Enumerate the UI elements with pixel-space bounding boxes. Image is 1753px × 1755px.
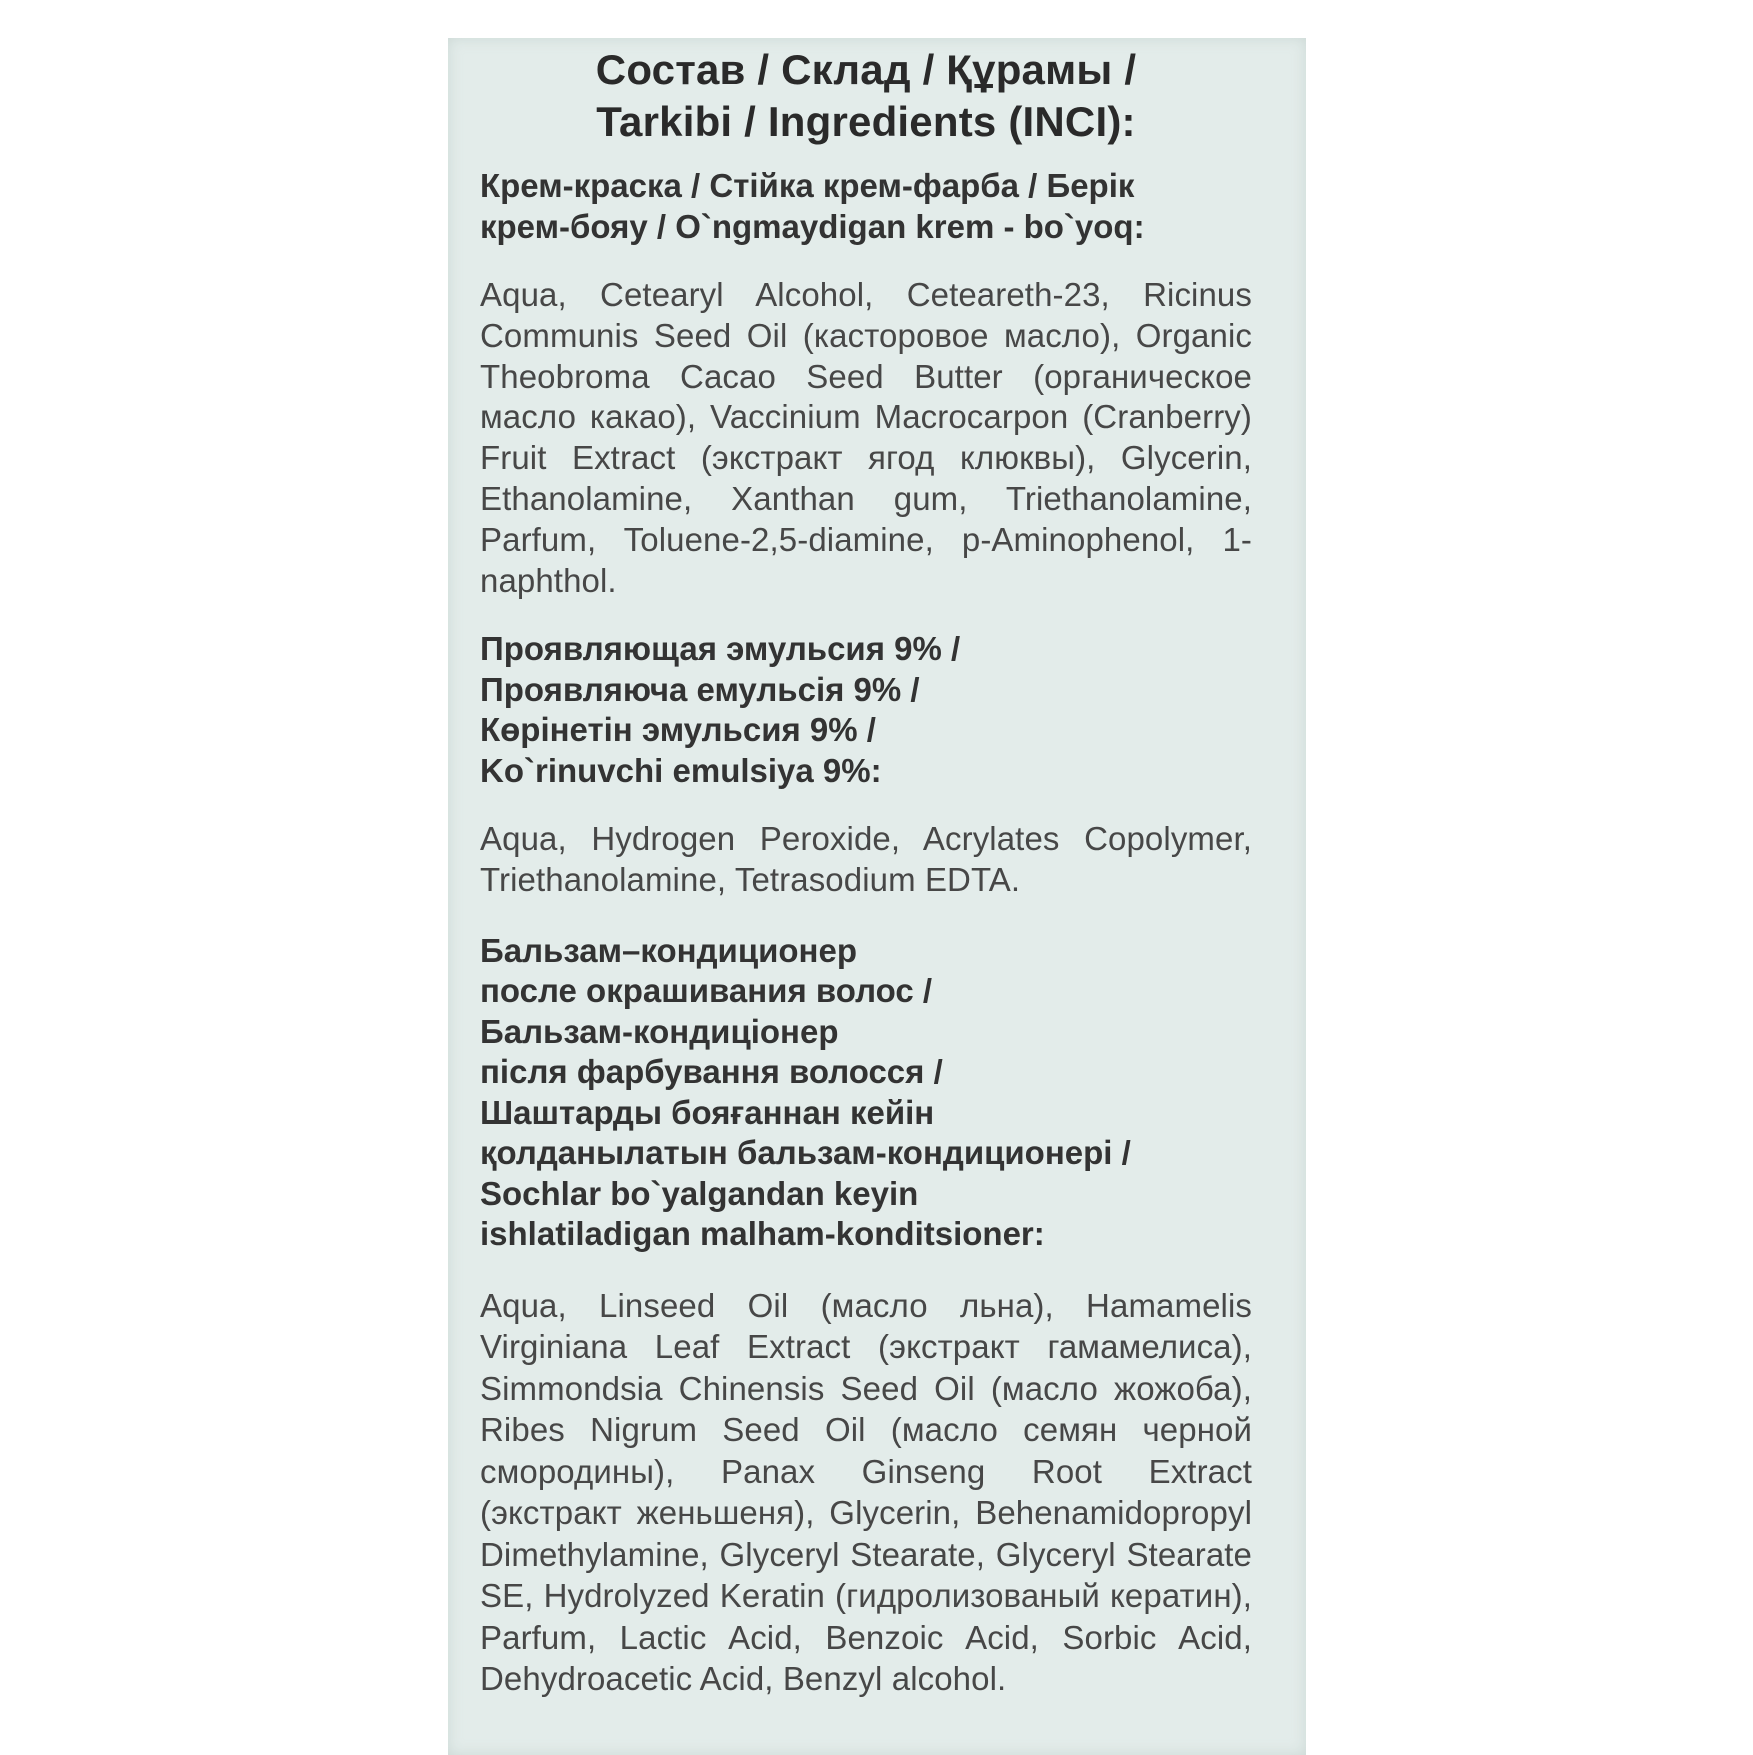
conditioner-balm-heading: Бальзам–кондиционер после окрашивания волос / Бальзам-кондиціонер після фарбування волосся / Шаштарды бояғаннан кейін қолданылатын бальзам-кондиционері / Sochlar bo`yalgandan keyin ishlatiladigan malham-konditsioner:: [480, 931, 1131, 1253]
ingredients-label-panel: [448, 38, 1306, 1755]
ingredients-content: [480, 44, 1252, 1700]
cream-color-heading: Крем-краска / Стійка крем-фарба / Берік крем-бояу / O`ngmaydigan krem - bo`yoq:: [480, 167, 1145, 245]
ingredients-title: Состав / Склад / Құрамы / Tarkibi / Ingredients (INCI):: [595, 46, 1137, 145]
developer-emulsion-heading: Проявляющая эмульсия 9% / Проявляюча емульсія 9% / Көрінетін эмульсия 9% / Ko`rinuvchi emulsiya 9%:: [480, 630, 961, 789]
cream-color-ingredients: Aqua, Cetearyl Alcohol, Ceteareth-23, Ricinus Communis Seed Oil (касторовое масло), Organic Theobroma Cacao Seed Butter (органическое масло какао), Vaccinium Macrocarpon (Cranberry) Fruit Extract (экстракт ягод клюквы), Glycerin, Ethanolamine, Xanthan gum, Triethanolamine, Parfum, Toluene-2,5-diamine, p-Aminophenol, 1-naphthol.: [480, 276, 1252, 599]
developer-emulsion-ingredients: Aqua, Hydrogen Peroxide, Acrylates Copolymer, Triethanolamine, Tetrasodium EDTA.: [480, 820, 1252, 899]
conditioner-balm-ingredients: Aqua, Linseed Oil (масло льна), Hamamelis Virginiana Leaf Extract (экстракт гамамелиса), Simmondsia Chinensis Seed Oil (масло жожоба), Ribes Nigrum Seed Oil (масло семян черной смородины), Panax Ginseng Root Extract (экстракт женьшеня), Glycerin, Behenamidopropyl Dimethylamine, Glyceryl Stearate, Glyceryl Stearate SE, Hydrolyzed Keratin (гидролизованый кератин), Parfum, Lactic Acid, Benzoic Acid, Sorbic Acid, Dehydroacetic Acid, Benzyl alcohol.: [480, 1286, 1252, 1698]
